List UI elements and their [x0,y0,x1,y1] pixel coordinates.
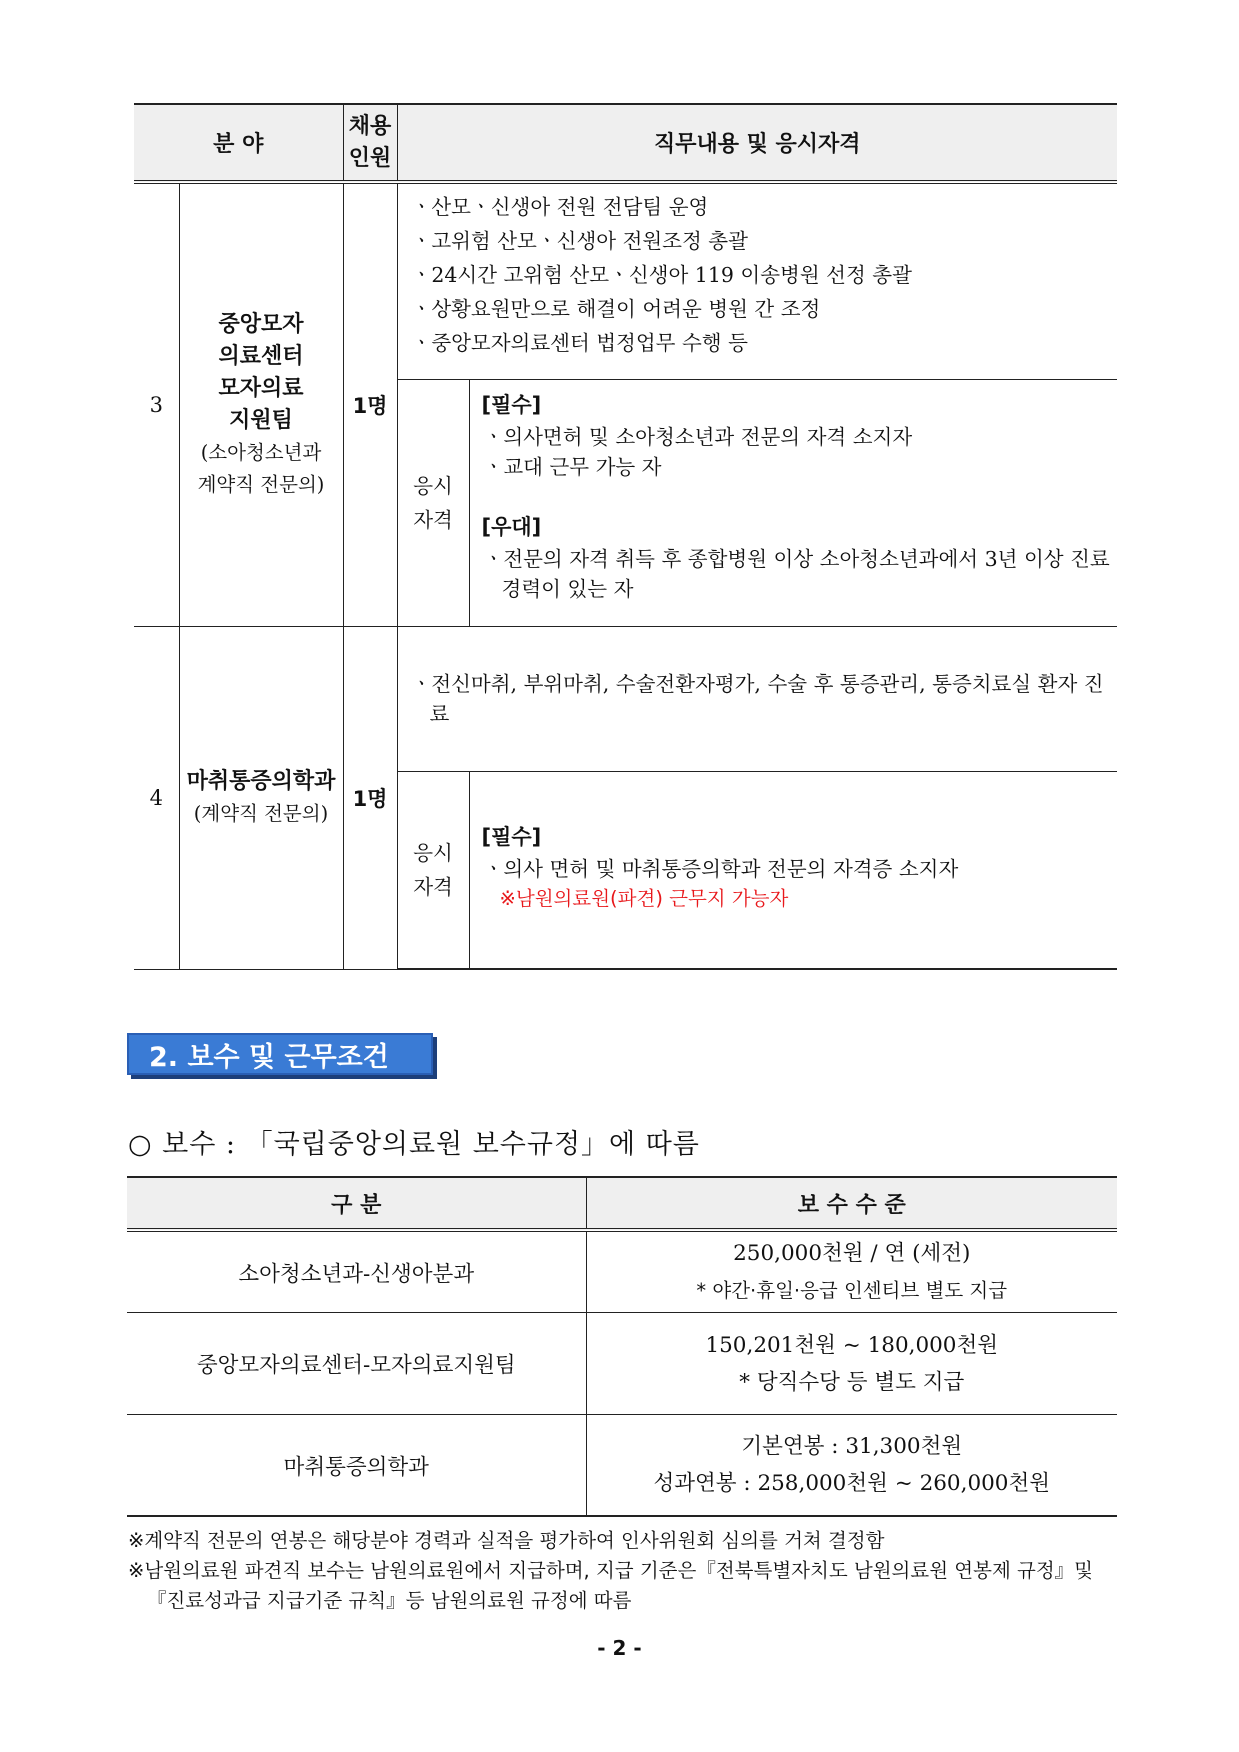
field-sub-line: (소아청소년과 [200,440,322,464]
header-count-line2: 인원 [348,145,392,171]
header-pay-level: 보 수 수 준 [586,1177,1117,1230]
duty-item: ㆍ상황요원만으로 해결이 어려운 병원 간 조정 [411,297,821,321]
pay-category: 마취통증의학과 [127,1415,586,1517]
duty-list [397,626,1117,771]
field-sub-line: 계약직 전문의) [197,472,325,496]
footnote: ※남원의료원 파견직 보수는 남원의료원에서 지급하며, 지급 기준은『전북특별자치도 남원의료원 연봉제 규정』및『진료성과급 지급기준 규칙』등 남원의료원 규정에 따름 [128,1559,1093,1612]
qualification-cell [469,379,1117,626]
table-row [127,1230,1117,1313]
duty-item: ㆍ산모ㆍ신생아 전원 전담팀 운영 [411,195,709,219]
pay-line: 성과연봉 : 258,000천원 ~ 260,000천원 [653,1471,1051,1496]
footnote: ※계약직 전문의 연봉은 해당분야 경력과 실적을 평가하여 인사위원회 심의를 거쳐 결정함 [128,1529,885,1552]
field-line: 지원팀 [229,407,293,433]
hire-count: 1명 [343,182,397,626]
required-item: ㆍ교대 근무 가능 자 [483,454,662,479]
pay-line: 250,000천원 / 연 (세전) [733,1241,971,1266]
hire-count: 1명 [343,626,397,969]
pay-rule-line: ○ 보수 : 「국립중앙의료원 보수규정」에 따름 [128,1129,700,1160]
table-row [134,182,1117,379]
field-line: 마취통증의학과 [186,768,336,794]
qualification-label-line: 자격 [413,507,453,532]
preferred-item: ㆍ전문의 자격 취득 후 종합병원 이상 소아청소년과에서 3년 이상 진료 경력이 있는 자 [483,546,1110,601]
header-category: 구 분 [127,1177,586,1230]
field-line: 모자의료 [218,375,304,401]
row-number: 3 [134,182,179,626]
duty-item: ㆍ24시간 고위험 산모ㆍ신생아 119 이송병원 선정 총괄 [411,263,912,287]
page-number: - 2 - [597,1636,642,1660]
duty-item: ㆍ전신마취, 부위마취, 수술전환자평가, 수술 후 통증관리, 통증치료실 환자 진료 [411,671,1104,726]
pay-category: 소아청소년과-신생아분과 [127,1230,586,1313]
field-name [179,182,343,626]
recruitment-table [134,103,1117,970]
recruitment-table-header [134,104,1117,182]
row-number: 4 [134,626,179,969]
pay-line: * 당직수당 등 별도 지급 [739,1369,965,1395]
table-row [127,1415,1117,1517]
qualification-label-line: 응시 [413,473,453,498]
pay-level [586,1313,1117,1415]
header-count-line1: 채용 [348,113,392,139]
qualification-label [397,771,469,969]
required-heading: [필수] [481,392,542,417]
pay-line: 150,201천원 ~ 180,000천원 [705,1332,999,1358]
section-heading: 2. 보수 및 근무조건 [127,1033,433,1075]
field-line: 중앙모자 [218,311,304,337]
duty-item: ㆍ중앙모자의료센터 법정업무 수행 등 [411,331,748,355]
work-location-note: ※남원의료원(파견) 근무지 가능자 [499,886,789,910]
qualification-label [397,379,469,626]
header-field: 분 야 [134,104,343,182]
required-item: ㆍ의사 면허 및 마취통증의학과 전문의 자격증 소지자 [483,856,959,881]
duty-item: ㆍ고위험 산모ㆍ신생아 전원조정 총괄 [411,229,748,253]
pay-level [586,1415,1117,1517]
field-line: 의료센터 [218,343,304,369]
qualification-label-line: 응시 [413,840,453,865]
required-item: ㆍ의사면허 및 소아청소년과 전문의 자격 소지자 [483,424,913,449]
header-count [343,104,397,182]
pay-category: 중앙모자의료센터-모자의료지원팀 [127,1313,586,1415]
qualification-label-line: 자격 [413,874,453,899]
header-duty: 직무내용 및 응시자격 [397,104,1117,182]
field-sub-line: (계약직 전문의) [193,801,329,825]
required-heading: [필수] [481,824,542,849]
qualification-cell [469,771,1117,969]
pay-table-header [127,1177,1117,1230]
field-name [179,626,343,969]
pay-table [127,1176,1117,1517]
duty-list [397,182,1117,379]
preferred-heading: [우대] [481,514,542,539]
pay-line: * 야간·휴일·응급 인센티브 별도 지급 [696,1279,1008,1302]
pay-line: 기본연봉 : 31,300천원 [741,1434,963,1459]
table-row [134,626,1117,771]
pay-level [586,1230,1117,1313]
footnotes [128,1526,1118,1616]
table-row [127,1313,1117,1415]
